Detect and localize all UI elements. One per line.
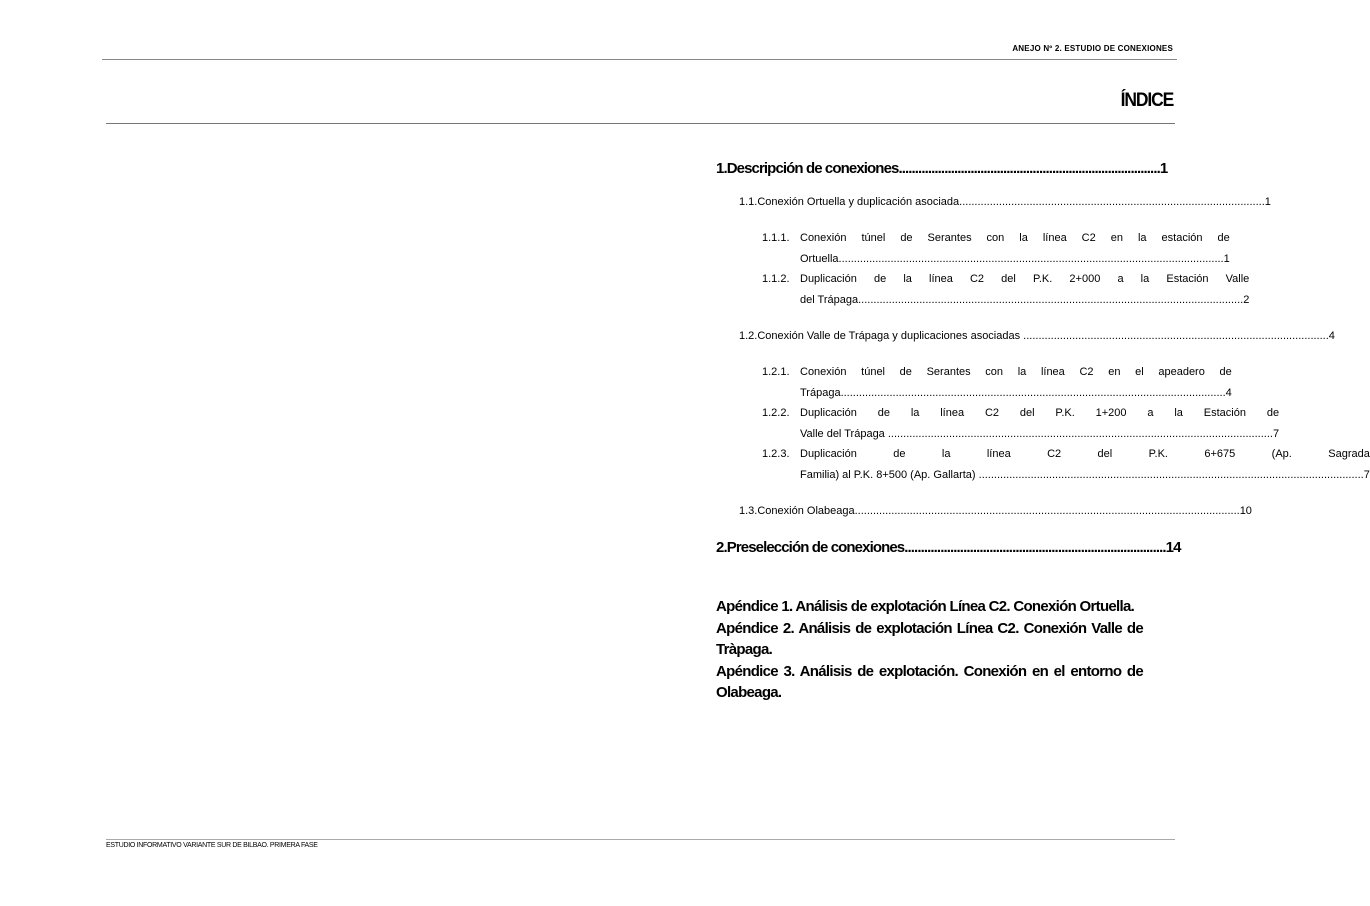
toc-entry-label-line1: Duplicación de la línea C2 del P.K. 2+000 a la Estación Valle — [800, 273, 1250, 285]
toc-entry-number: 2. — [716, 539, 727, 556]
toc-entry-page: 1 — [1159, 160, 1168, 177]
toc-entry-label-line1: Duplicación de la línea C2 del P.K. 1+200 a la Estación de — [800, 407, 1280, 419]
toc-entry-page: 7 — [1272, 427, 1280, 440]
toc-entry-number: 1.2. — [739, 330, 758, 342]
toc-entry-number: 1.1.2. — [762, 273, 790, 285]
toc-entry-1-1[interactable] — [739, 196, 1271, 208]
header-rule — [102, 59, 1177, 60]
footer-rule — [106, 839, 1175, 840]
toc-entry-label: Descripción de conexiones — [726, 160, 899, 177]
toc-entry-page: 2 — [1243, 293, 1250, 306]
toc-entry-page: 4 — [1225, 386, 1232, 399]
toc-entry-page: 1 — [1223, 252, 1230, 265]
page-title: ÍNDICE — [1120, 90, 1173, 111]
appendix-1[interactable]: Apéndice 1. Análisis de explotación Línea C2. Conexión Ortuella. — [716, 598, 1135, 615]
toc-entry-page: 4 — [1328, 330, 1335, 342]
toc-leader-dots: .............................................................................................................................. — [884, 427, 1273, 440]
toc-entry-2[interactable] — [716, 539, 1181, 556]
toc-entry-number: 1.3. — [739, 505, 758, 517]
toc-entry-page: 14 — [1165, 539, 1181, 556]
toc-entry-label-line2: Familia) al P.K. 8+500 (Ap. Gallarta) — [800, 468, 976, 481]
table-of-contents — [716, 160, 1370, 704]
toc-entry-number: 1. — [716, 160, 727, 177]
appendix-2[interactable]: Apéndice 2. Análisis de explotación Línea C2. Conexión Valle de Tràpaga. — [716, 619, 1143, 658]
toc-entry-label: Conexión Valle de Trápaga y duplicaciones asociadas — [757, 330, 1021, 342]
toc-entry-page: 7 — [1363, 468, 1370, 481]
toc-leader-dots: .............................................................................................................................. — [858, 293, 1244, 306]
toc-entry-label-line1: Conexión túnel de Serantes con la línea C2 en el apeadero de — [800, 366, 1232, 378]
toc-entry-1-3[interactable] — [739, 505, 1252, 517]
toc-entry-label-line1: Duplicación de la línea C2 del P.K. 6+675 (Ap. Sagrada — [800, 448, 1370, 460]
toc-entry-label: Conexión Olabeaga — [757, 505, 855, 517]
toc-entry-1-1-2[interactable] — [762, 269, 1250, 310]
toc-entry-number: 1.1.1. — [762, 232, 790, 244]
toc-entry-page: 10 — [1239, 505, 1252, 517]
toc-entry-label: Conexión Ortuella y duplicación asociada — [757, 196, 960, 208]
toc-leader-dots: .................................................................................................... — [1020, 330, 1329, 342]
toc-leader-dots: .............................................................................................................................. — [854, 505, 1240, 517]
toc-entry-1-1-1[interactable] — [762, 228, 1230, 269]
document-footer: ESTUDIO INFORMATIVO VARIANTE SUR DE BILBAO. PRIMERA FASE — [106, 842, 318, 849]
toc-entry-number: 1.2.1. — [762, 366, 790, 378]
toc-entry-label-line2: Trápaga — [800, 386, 841, 399]
toc-leader-dots: .............................................................................................................................. — [975, 468, 1364, 481]
toc-entry-1-2-1[interactable] — [762, 362, 1232, 403]
toc-leader-dots: ................................................................................ — [904, 539, 1166, 556]
toc-leader-dots: ................................................................................ — [898, 160, 1160, 177]
toc-entry-number: 1.2.2. — [762, 407, 790, 419]
toc-entry-1[interactable] — [716, 160, 1168, 177]
toc-entry-label-line2: Ortuella — [800, 252, 839, 265]
document-header-title: ANEJO Nº 2. ESTUDIO DE CONEXIONES — [1012, 44, 1173, 53]
toc-leader-dots: .............................................................................................................................. — [838, 252, 1224, 265]
toc-entry-1-2[interactable] — [739, 330, 1335, 342]
toc-entry-number: 1.2.3. — [762, 448, 790, 460]
toc-entry-label-line2: del Trápaga — [800, 293, 859, 306]
toc-entry-number: 1.1. — [739, 196, 758, 208]
toc-entry-1-2-2[interactable] — [762, 403, 1280, 444]
appendix-3[interactable]: Apéndice 3. Análisis de explotación. Conexión en el entorno de Olabeaga. — [716, 662, 1143, 701]
toc-entry-label: Preselección de conexiones — [726, 539, 905, 556]
toc-entry-1-2-3[interactable] — [762, 444, 1370, 485]
title-rule — [106, 123, 1175, 124]
toc-leader-dots: .................................................................................................... — [959, 196, 1265, 208]
toc-entry-page: 1 — [1264, 196, 1271, 208]
toc-entry-label-line2: Valle del Trápaga — [800, 427, 885, 440]
toc-leader-dots: .............................................................................................................................. — [840, 386, 1226, 399]
toc-entry-label-line1: Conexión túnel de Serantes con la línea C2 en la estación de — [800, 232, 1230, 244]
